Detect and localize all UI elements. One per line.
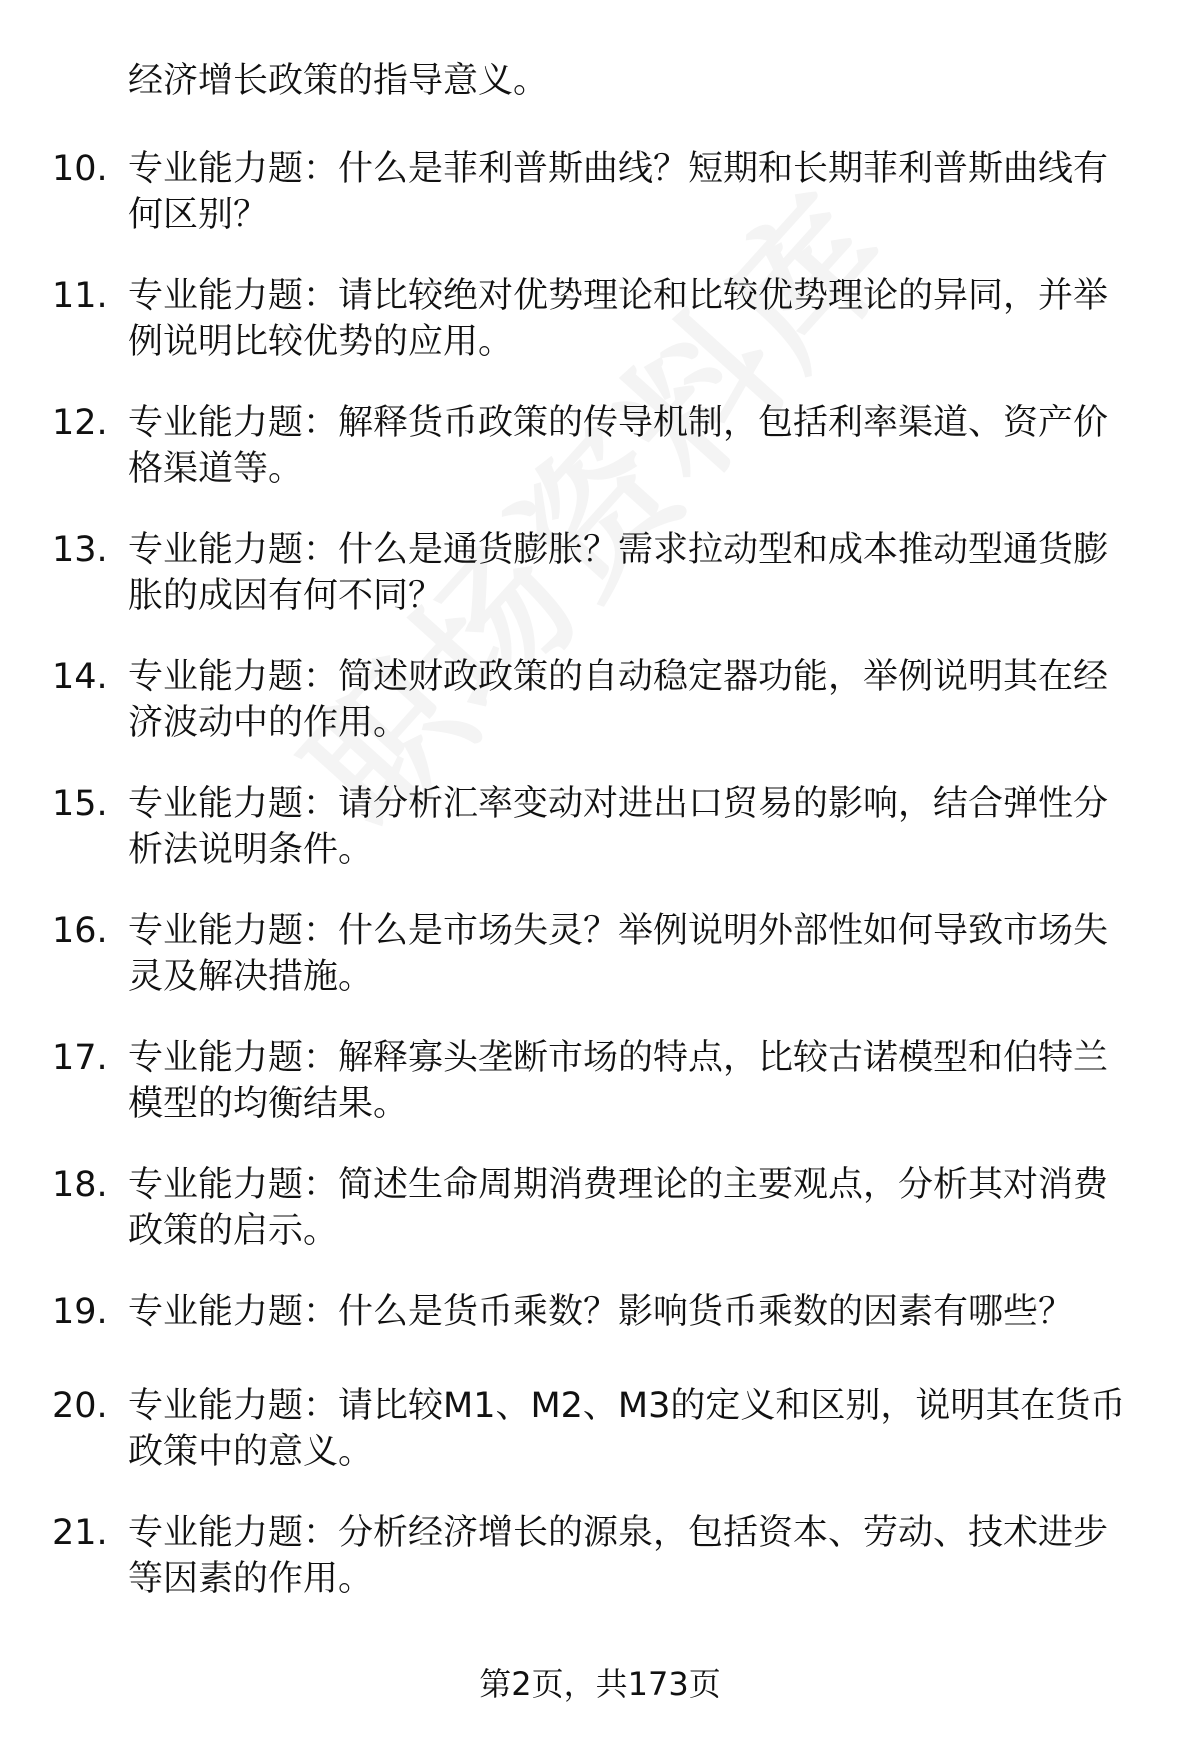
question-number: 15. bbox=[52, 784, 108, 824]
question-text: 专业能力题：简述生命周期消费理论的主要观点，分析其对消费政策的启示。 bbox=[128, 1165, 1109, 1251]
question-item bbox=[0, 1496, 1200, 1623]
question-number: 10. bbox=[52, 149, 108, 189]
question-number: 20. bbox=[52, 1386, 108, 1426]
question-text: 专业能力题：请比较M1、M2、M3的定义和区别，说明其在货币政策中的意义。 bbox=[128, 1386, 1126, 1472]
question-text: 专业能力题：什么是菲利普斯曲线？短期和长期菲利普斯曲线有何区别？ bbox=[128, 149, 1109, 235]
question-text: 专业能力题：什么是货币乘数？影响货币乘数的因素有哪些？ bbox=[128, 1292, 1074, 1332]
question-number: 21. bbox=[52, 1513, 108, 1553]
question-text: 专业能力题：解释寡头垄断市场的特点，比较古诺模型和伯特兰模型的均衡结果。 bbox=[128, 1038, 1109, 1124]
question-item bbox=[0, 767, 1200, 894]
question-item bbox=[0, 1275, 1200, 1369]
question-item bbox=[0, 513, 1200, 640]
question-text: 专业能力题：什么是市场失灵？举例说明外部性如何导致市场失灵及解决措施。 bbox=[128, 911, 1109, 997]
question-item bbox=[0, 1369, 1200, 1496]
question-number: 17. bbox=[52, 1038, 108, 1078]
page-footer: 第2页，共173页 bbox=[479, 1665, 721, 1703]
continuation-text: 经济增长政策的指导意义。 bbox=[128, 61, 549, 101]
question-text: 专业能力题：请分析汇率变动对进出口贸易的影响，结合弹性分析法说明条件。 bbox=[128, 784, 1109, 870]
question-number: 19. bbox=[52, 1292, 108, 1332]
question-number: 16. bbox=[52, 911, 108, 951]
question-item bbox=[0, 1148, 1200, 1275]
question-item bbox=[0, 1021, 1200, 1148]
question-number: 14. bbox=[52, 657, 108, 697]
question-number: 13. bbox=[52, 530, 108, 570]
question-text: 专业能力题：解释货币政策的传导机制，包括利率渠道、资产价格渠道等。 bbox=[128, 403, 1109, 489]
question-item bbox=[0, 894, 1200, 1021]
question-item bbox=[0, 640, 1200, 767]
question-item bbox=[0, 259, 1200, 386]
question-number: 12. bbox=[52, 403, 108, 443]
question-item bbox=[0, 386, 1200, 513]
question-item bbox=[0, 132, 1200, 259]
question-number: 11. bbox=[52, 276, 108, 316]
question-number: 18. bbox=[52, 1165, 108, 1205]
question-text: 专业能力题：什么是通货膨胀？需求拉动型和成本推动型通货膨胀的成因有何不同？ bbox=[128, 530, 1109, 616]
question-text: 专业能力题：请比较绝对优势理论和比较优势理论的异同，并举例说明比较优势的应用。 bbox=[128, 276, 1109, 362]
question-text: 专业能力题：简述财政政策的自动稳定器功能，举例说明其在经济波动中的作用。 bbox=[128, 657, 1109, 743]
question-text: 专业能力题：分析经济增长的源泉，包括资本、劳动、技术进步等因素的作用。 bbox=[128, 1513, 1109, 1599]
question-list bbox=[0, 132, 1200, 1623]
